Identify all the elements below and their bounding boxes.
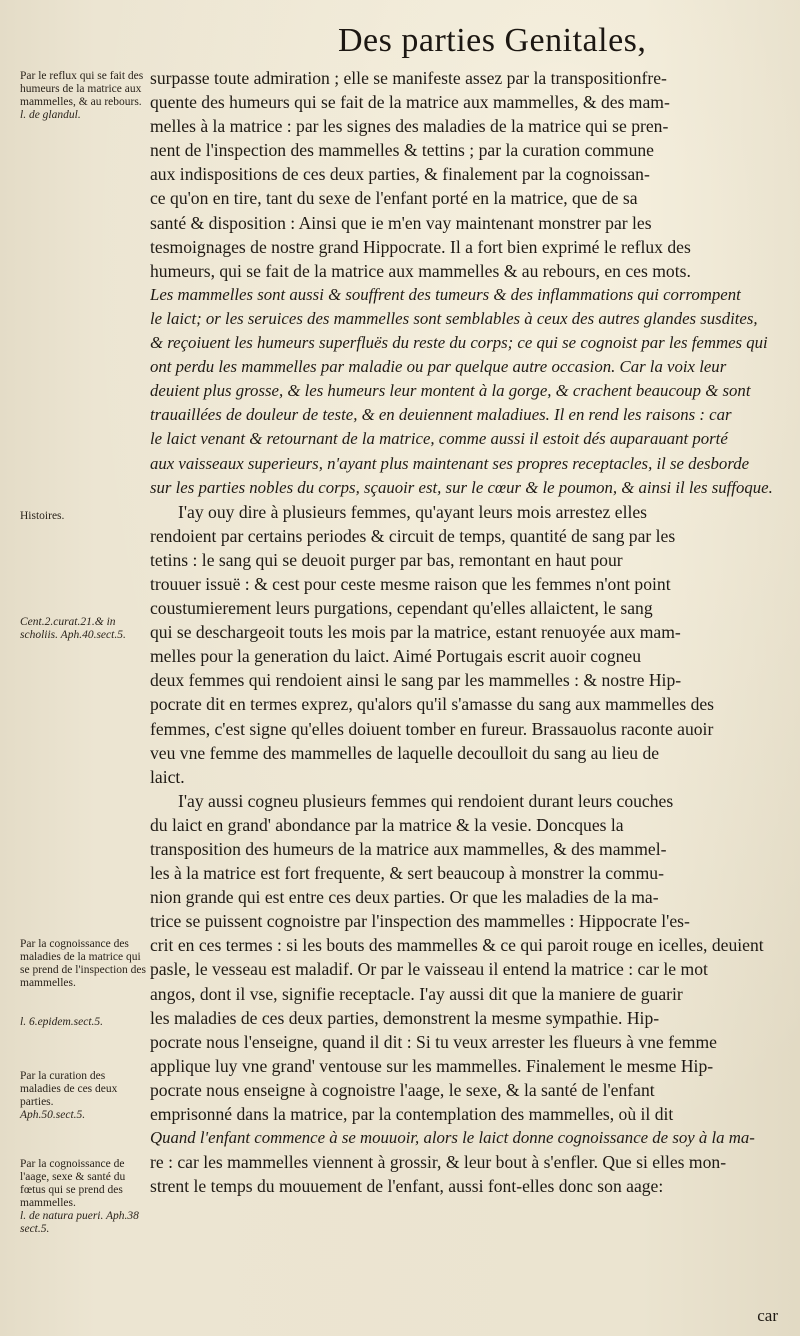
text-line: strent le temps du mouuement de l'enfant, aussi font-elles donc son aage:	[150, 1176, 664, 1197]
text-line: ce qu'on en tire, tant du sexe de l'enfant porté en la matrice, que de sa	[150, 188, 638, 209]
margin-note-text: Histoires.	[20, 510, 65, 522]
text-line: angos, dont il vse, signifie receptacle. I'ay aussi dit que la maniere de guarir	[150, 983, 683, 1004]
body-text	[150, 66, 792, 1198]
text-line: trouuer issuë : & cest pour ceste mesme raison que les femmes n'ont point	[150, 573, 671, 594]
margin-note-citation	[20, 616, 146, 642]
text-line: les maladies de ces deux parties, demonstrent la mesme sympathie. Hip-	[150, 1007, 660, 1028]
margin-note-cite: Aph.50.sect.5.	[20, 1109, 86, 1121]
text-line: nent de l'inspection des mammelles & tettins ; par la curation commune	[150, 140, 654, 161]
margin-note-cite: Cent.2.curat.21.& in scholiis. Aph.40.sect.5.	[20, 616, 126, 641]
text-line: rendoient par certains periodes & circuit de temps, quantité de sang par les	[150, 525, 676, 546]
text-line: coustumierement leurs purgations, cependant qu'elles allaictent, le sang	[150, 598, 653, 619]
text-line: pocrate nous l'enseigne, quand il dit : Si tu veux arrester les flueurs à vne femme	[150, 1031, 717, 1052]
text-line: melles pour la generation du laict. Aimé Portugais escrit auoir cogneu	[150, 646, 642, 667]
text-line: les à la matrice est fort frequente, & sert beaucoup à monstrer la commu-	[150, 863, 664, 884]
text-line: humeurs, qui se fait de la matrice aux mammelles & au rebours, en ces mots.	[150, 260, 691, 281]
text-line: le laict venant & retournant de la matrice, comme aussi il estoit dés auparauant porté	[150, 429, 728, 449]
text-line: surpasse toute admiration ; elle se manifeste assez par la transpositionfre-	[150, 68, 667, 88]
text-line: du laict en grand' abondance par la matrice & la vesie. Doncques la	[150, 814, 624, 835]
margin-note-histoires	[20, 510, 146, 523]
text-line: deuient plus grosse, & les humeurs leur montent à la gorge, & crachent beaucoup & sont	[150, 381, 751, 401]
margin-note-cite: l. 6.epidem.sect.5.	[20, 1016, 104, 1028]
text-line: I'ay ouy dire à plusieurs femmes, qu'ayant leurs mois arrestez elles	[178, 501, 648, 522]
text-line: ont perdu les mammelles par maladie ou par quelque autre occasion. Car la voix leur	[150, 357, 727, 377]
text-line: re : car les mammelles viennent à grossir, & leur bout à s'enfler. Que si elles mon-	[150, 1152, 727, 1173]
text-line: sur les parties nobles du corps, sçauoir est, sur le cœur & le poumon, & ainsi il les suffoque.	[150, 477, 773, 497]
catchword: car	[757, 1306, 778, 1325]
text-line: & reçoiuent les humeurs superfluës du reste du corps; ce qui se cognoist par les femmes qui	[150, 333, 768, 353]
margin-note-aage	[20, 1158, 146, 1236]
text-line: nion grande qui est entre ces deux parties. Or que les maladies de la ma-	[150, 887, 659, 908]
text-line: melles à la matrice : par les signes des maladies de la matrice qui se pren-	[150, 116, 669, 137]
text-line: qui se deschargeoit touts les mois par la matrice, estant renuoyée aux mam-	[150, 622, 681, 643]
margin-note-reflux	[20, 70, 146, 122]
text-line: I'ay aussi cogneu plusieurs femmes qui rendoient durant leurs couches	[178, 790, 674, 811]
text-line: transposition des humeurs de la matrice aux mammelles, & des mammel-	[150, 839, 667, 859]
margin-note-text: Par la cognoissance de l'aage, sexe & santé du fœtus qui se prend des mammelles.	[20, 1158, 126, 1209]
text-line: aux vaisseaux superieurs, n'ayant plus maintenant ses propres receptacles, il se desborde	[150, 453, 750, 473]
margin-note-text: Par la curation des maladies de ces deux parties.	[20, 1070, 118, 1108]
text-line: santé & disposition : Ainsi que ie m'en vay maintenant monstrer par les	[150, 212, 652, 233]
text-line: le laict; or les seruices des mammelles sont semblables à ceux des autres glandes susdites,	[150, 308, 758, 328]
margin-note-text: Par la cognoissance des maladies de la matrice qui se prend de l'inspection des mammelles.	[20, 938, 146, 989]
text-line: Quand l'enfant commence à se mouuoir, alors le laict donne cognoissance de soy à la ma-	[150, 1128, 755, 1148]
text-line: femmes, c'est signe qu'elles doiuent tomber en fureur. Brassauolus raconte auoir	[150, 718, 714, 739]
text-line: aux indispositions de ces deux parties, & finalement par la cognoissan-	[150, 164, 650, 185]
text-line: trice se puissent cognoistre par l'inspection des mammelles : Hippocrate l'es-	[150, 911, 690, 932]
text-line: pocrate nous enseigne à cognoistre l'aage, le sexe, & la santé de l'enfant	[150, 1079, 655, 1100]
margin-note-cite: l. de natura pueri. Aph.38 sect.5.	[20, 1210, 139, 1235]
text-line: tetins : le sang qui se deuoit purger par bas, remontant en haut pour	[150, 549, 623, 570]
text-line: laict.	[150, 766, 185, 787]
text-line: pocrate dit en termes exprez, qu'alors qu'il s'amasse du sang aux mammelles des	[150, 694, 715, 715]
text-line: emprisonné dans la matrice, par la contemplation des mammelles, où il dit	[150, 1104, 674, 1125]
text-line: crit en ces termes : si les bouts des mammelles & ce qui paroit rouge en icelles, deuient	[150, 935, 764, 956]
margin-note-text: Par le reflux qui se fait des humeurs de la matrice aux mammelles, & au rebours.	[20, 70, 144, 108]
text-line: trauaillées de douleur de teste, & en deuiennent maladiues. Il en rend les raisons : car	[150, 405, 732, 425]
text-line: deux femmes qui rendoient ainsi le sang par les mammelles : & nostre Hip-	[150, 670, 682, 691]
margin-note-curation	[20, 1070, 146, 1122]
text-line: applique luy vne grand' ventouse sur les mammelles. Finalement le mesme Hip-	[150, 1055, 714, 1076]
text-line: veu vne femme des mammelles de laquelle decoulloit du sang au lieu de	[150, 742, 660, 763]
text-line: tesmoignages de nostre grand Hippocrate. Il a fort bien exprimé le reflux des	[150, 236, 691, 257]
margin-note-cite: l. de glandul.	[20, 109, 81, 121]
margin-note-cognoissance	[20, 938, 146, 1029]
text-line: Les mammelles sont aussi & souffrent des tumeurs & des inflammations qui corrompent	[150, 284, 741, 304]
text-line: pasle, le vesseau est maladif. Or par le vaisseau il entend la matrice : car le mot	[150, 959, 708, 980]
text-line: quente des humeurs qui se fait de la matrice aux mammelles, & des mam-	[150, 92, 670, 113]
running-head: Des parties Genitales,	[338, 22, 647, 59]
